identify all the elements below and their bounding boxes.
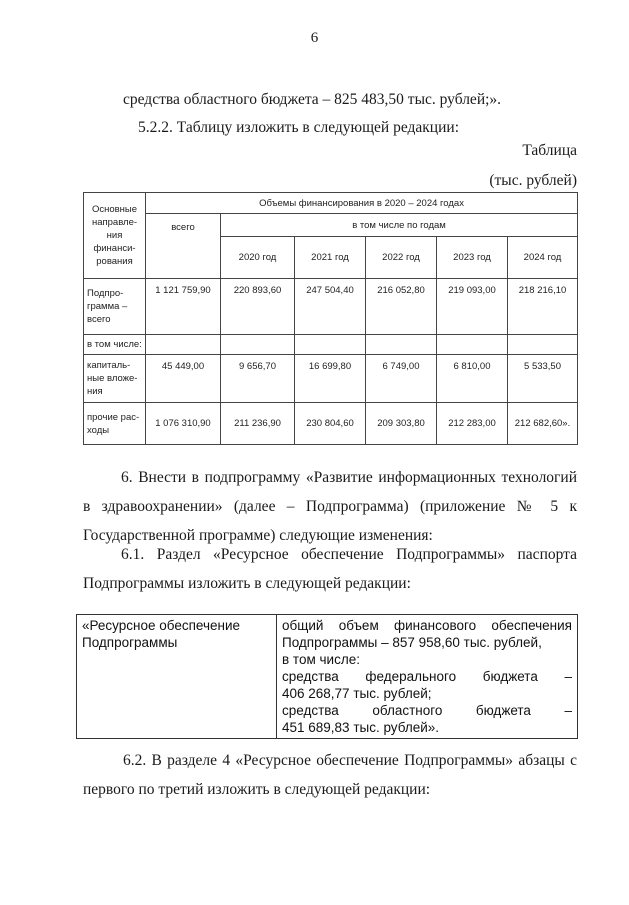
header-total: всего [146,214,221,279]
paragraph-6-2: 6.2. В разделе 4 «Ресурсное обеспечение Подпрограммы» абзацы с первого по третий изложить в следующей редакции: [83,752,577,798]
word: бюджета [475,703,531,718]
table-caption: Таблица [522,142,577,159]
header-main-directions: Основные направле-ния финанси-рования [84,193,146,279]
cell-value: 218 216,10 [508,279,578,335]
resource-label-line: «Ресурсное обеспечение [82,618,241,633]
header-volumes: Объемы финансирования в 2020 – 2024 годах [146,193,578,214]
word: общий [282,618,324,633]
cell-total: 1 076 310,90 [146,403,221,445]
word: – [564,669,572,684]
resource-value-cell [277,615,578,739]
resource-line: 406 268,77 тыс. рублей; [282,686,432,701]
word: средства [282,669,339,684]
cell-value: 219 093,00 [437,279,508,335]
cell-value [366,335,437,355]
resource-line [282,702,572,719]
resource-line [282,668,572,685]
word: объем [338,618,379,633]
word: финансового [394,618,477,633]
paragraph-6: 6. Внести в подпрограмму «Развитие информационных технологий в здравоохранении» (далее – Подпрограмма) (приложение № 5 к Государственной программе) следующие изменения: [83,469,577,544]
cell-value: 9 656,70 [221,355,295,403]
cell-value: 6 749,00 [366,355,437,403]
cell-value [508,335,578,355]
word: бюджета [482,669,538,684]
financing-table [83,192,578,445]
units-label: (тыс. рублей) [489,172,577,189]
table-row [84,355,578,403]
word: областного [372,703,443,718]
table-row [84,335,578,355]
cell-total [146,335,221,355]
row-label: капиталь-ные вложе-ния [84,355,146,403]
cell-value [221,335,295,355]
cell-value: 6 810,00 [437,355,508,403]
header-year: 2020 год [221,237,295,279]
word: средства [282,703,339,718]
cell-value: 230 804,60 [295,403,366,445]
cell-value: 212 682,60». [508,403,578,445]
intro-line: средства областного бюджета – 825 483,50 тыс. рублей;». [123,91,502,108]
cell-value: 5 533,50 [508,355,578,403]
cell-value: 216 052,80 [366,279,437,335]
clause-5-2-2: 5.2.2. Таблицу изложить в следующей редакции: [138,119,459,136]
resource-label-cell [77,615,277,739]
resource-line: в том числе: [282,652,360,667]
table-row [84,403,578,445]
cell-value: 247 504,40 [295,279,366,335]
cell-value: 220 893,60 [221,279,295,335]
cell-value: 209 303,80 [366,403,437,445]
paragraph-6-1: 6.1. Раздел «Ресурсное обеспечение Подпрограммы» паспорта Подпрограммы изложить в следующей редакции: [83,546,577,592]
cell-value [437,335,508,355]
resource-label-line: Подпрограммы [82,635,178,650]
row-label: прочие рас-ходы [84,403,146,445]
header-year: 2024 год [508,237,578,279]
table-row [84,279,578,335]
cell-value: 211 236,90 [221,403,295,445]
cell-total: 1 121 759,90 [146,279,221,335]
resource-line: Подпрограммы – 857 958,60 тыс. рублей, [282,635,542,650]
resource-line: 451 689,83 тыс. рублей». [282,720,440,735]
header-year: 2022 год [366,237,437,279]
page-number: 6 [310,30,319,46]
row-label: Подпро-грамма – всего [84,279,146,335]
cell-total: 45 449,00 [146,355,221,403]
word: – [564,703,572,718]
word: обеспечения [491,618,572,633]
resource-table [76,614,578,739]
cell-value: 212 283,00 [437,403,508,445]
cell-value: 16 699,80 [295,355,366,403]
header-year: 2023 год [437,237,508,279]
cell-value [295,335,366,355]
word: федерального [365,669,457,684]
header-year: 2021 год [295,237,366,279]
resource-line [282,617,572,634]
header-by-years: в том числе по годам [221,214,578,237]
row-label: в том числе: [84,335,146,355]
